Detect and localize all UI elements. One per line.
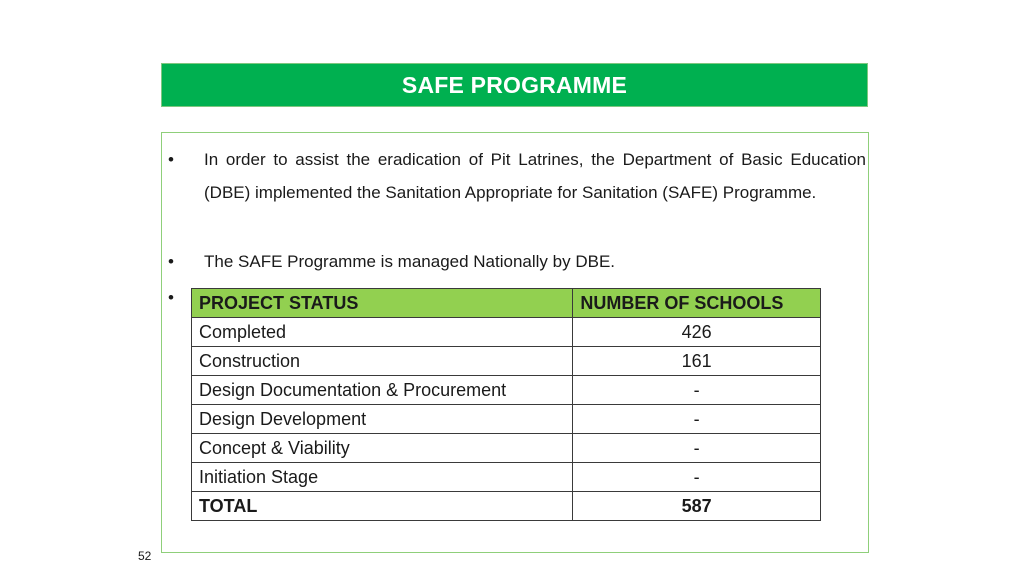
- table-row: [192, 318, 821, 347]
- status-cell: Design Development: [192, 405, 573, 434]
- total-count-cell: 587: [573, 492, 821, 521]
- table-row: [192, 405, 821, 434]
- status-cell: Completed: [192, 318, 573, 347]
- total-label-cell: TOTAL: [192, 492, 573, 521]
- table-total-row: [192, 492, 821, 521]
- count-cell: 426: [573, 318, 821, 347]
- table-row: [192, 376, 821, 405]
- bullet-text: In order to assist the eradication of Pit Latrines, the Department of Basic Education (DBE) implemented the Sanitation Appropriate for Sanitation (SAFE) Programme.: [204, 150, 866, 202]
- project-status-table: [191, 288, 821, 521]
- status-cell: Concept & Viability: [192, 434, 573, 463]
- content-box: [161, 132, 869, 553]
- title-bar: [161, 63, 868, 107]
- count-cell: -: [573, 463, 821, 492]
- slide-title: SAFE PROGRAMME: [401, 71, 628, 98]
- status-cell: Initiation Stage: [192, 463, 573, 492]
- status-cell: Design Documentation & Procurement: [192, 376, 573, 405]
- count-cell: -: [573, 434, 821, 463]
- bullet-marker: •: [168, 150, 174, 169]
- count-cell: -: [573, 376, 821, 405]
- table-header-row: [192, 289, 821, 318]
- bullet-marker: •: [168, 288, 174, 307]
- table-row: [192, 434, 821, 463]
- count-cell: -: [573, 405, 821, 434]
- column-header-project-status: PROJECT STATUS: [192, 289, 573, 318]
- table-row: [192, 463, 821, 492]
- table-row: [192, 347, 821, 376]
- page-number: 52: [138, 549, 152, 563]
- count-cell: 161: [573, 347, 821, 376]
- bullet-text: The SAFE Programme is managed Nationally by DBE.: [204, 252, 616, 271]
- bullet-marker: •: [168, 252, 174, 271]
- status-cell: Construction: [192, 347, 573, 376]
- column-header-number-of-schools: NUMBER OF SCHOOLS: [573, 289, 821, 318]
